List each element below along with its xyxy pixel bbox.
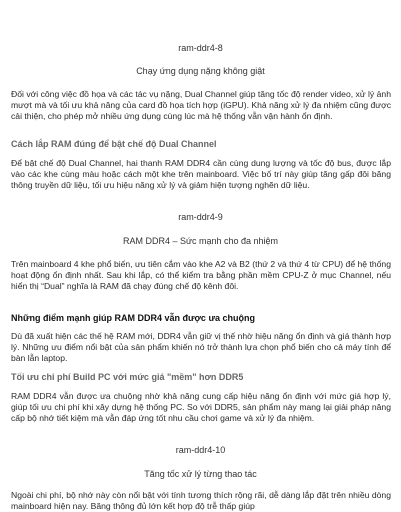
image-label: ram-ddr4-8 (178, 43, 223, 53)
paragraph: Ngoài chi phí, bộ nhớ này còn nổi bật với tính tương thích rộng rãi, dễ dàng lắp đặt trên nhiều dòng mainboard hiện nay. Băng thông đủ lớn kết hợp độ trễ thấp giúp (11, 490, 391, 512)
paragraph: RAM DDR4 vẫn được ưa chuộng nhờ khả năng cung cấp hiệu năng ổn định với mức giá hợp lý, giúp tối ưu chi phí khi xây dựng hệ thống PC. So với DDR5, sản phẩm này mang lại giải pháp nâng cấp bộ nhớ tiết kiệm mà vẫn đáp ứng tốt nhu cầu chơi game và xử lý đa nhiệm. (11, 391, 391, 424)
section-heading: Những điểm mạnh giúp RAM DDR4 vẫn được ưa chuộng (11, 313, 255, 323)
paragraph: Để bật chế độ Dual Channel, hai thanh RAM DDR4 cần cùng dung lượng và tốc độ bus, được lắp vào các khe cùng màu hoặc cách một khe trên mainboard. Việc bố trí này giúp tăng gấp đôi băng thông truyền dữ liệu, tối ưu hiệu năng xử lý và giảm hiện tượng nghẽn dữ liệu. (11, 158, 391, 191)
paragraph: Trên mainboard 4 khe phổ biến, ưu tiên cắm vào khe A2 và B2 (thứ 2 và thứ 4 từ CPU) để hệ thống hoạt động ổn định nhất. Sau khi lắp, có thể kiểm tra bằng phần mềm CPU-Z ở mục Channel, nếu hiển thị “Dual” nghĩa là RAM đã chạy đúng chế độ kênh đôi. (11, 259, 391, 292)
paragraph: Đối với công việc đồ họa và các tác vụ nặng, Dual Channel giúp tăng tốc độ render video, xử lý ảnh mượt mà và tối ưu khả năng của card đồ họa tích hợp (iGPU). Khả năng xử lý đa nhiệm cũng được cải thiện, cho phép mở nhiều ứng dụng cùng lúc mà hệ thống vẫn vận hành ổn định. (11, 89, 391, 122)
image-caption: RAM DDR4 – Sức mạnh cho đa nhiệm (122, 236, 279, 246)
section-heading: Cách lắp RAM đúng để bật chế độ Dual Channel (11, 139, 217, 149)
image-caption: Tăng tốc xử lý từng thao tác (144, 469, 257, 479)
image-caption: Chạy ứng dụng nặng không giật (136, 66, 265, 76)
section-heading: Tối ưu chi phí Build PC với mức giá "mềm" hơn DDR5 (11, 372, 244, 382)
paragraph: Dù đã xuất hiện các thế hệ RAM mới, DDR4 vẫn giữ vị thế nhờ hiệu năng ổn định và giá thành hợp lý. Những ưu điểm nổi bật của sản phẩm khiến nó trở thành lựa chọn phổ biến cho cả máy tính để bàn lẫn laptop. (11, 331, 391, 364)
image-label: ram-ddr4-10 (175, 445, 226, 455)
image-label: ram-ddr4-9 (178, 212, 223, 222)
